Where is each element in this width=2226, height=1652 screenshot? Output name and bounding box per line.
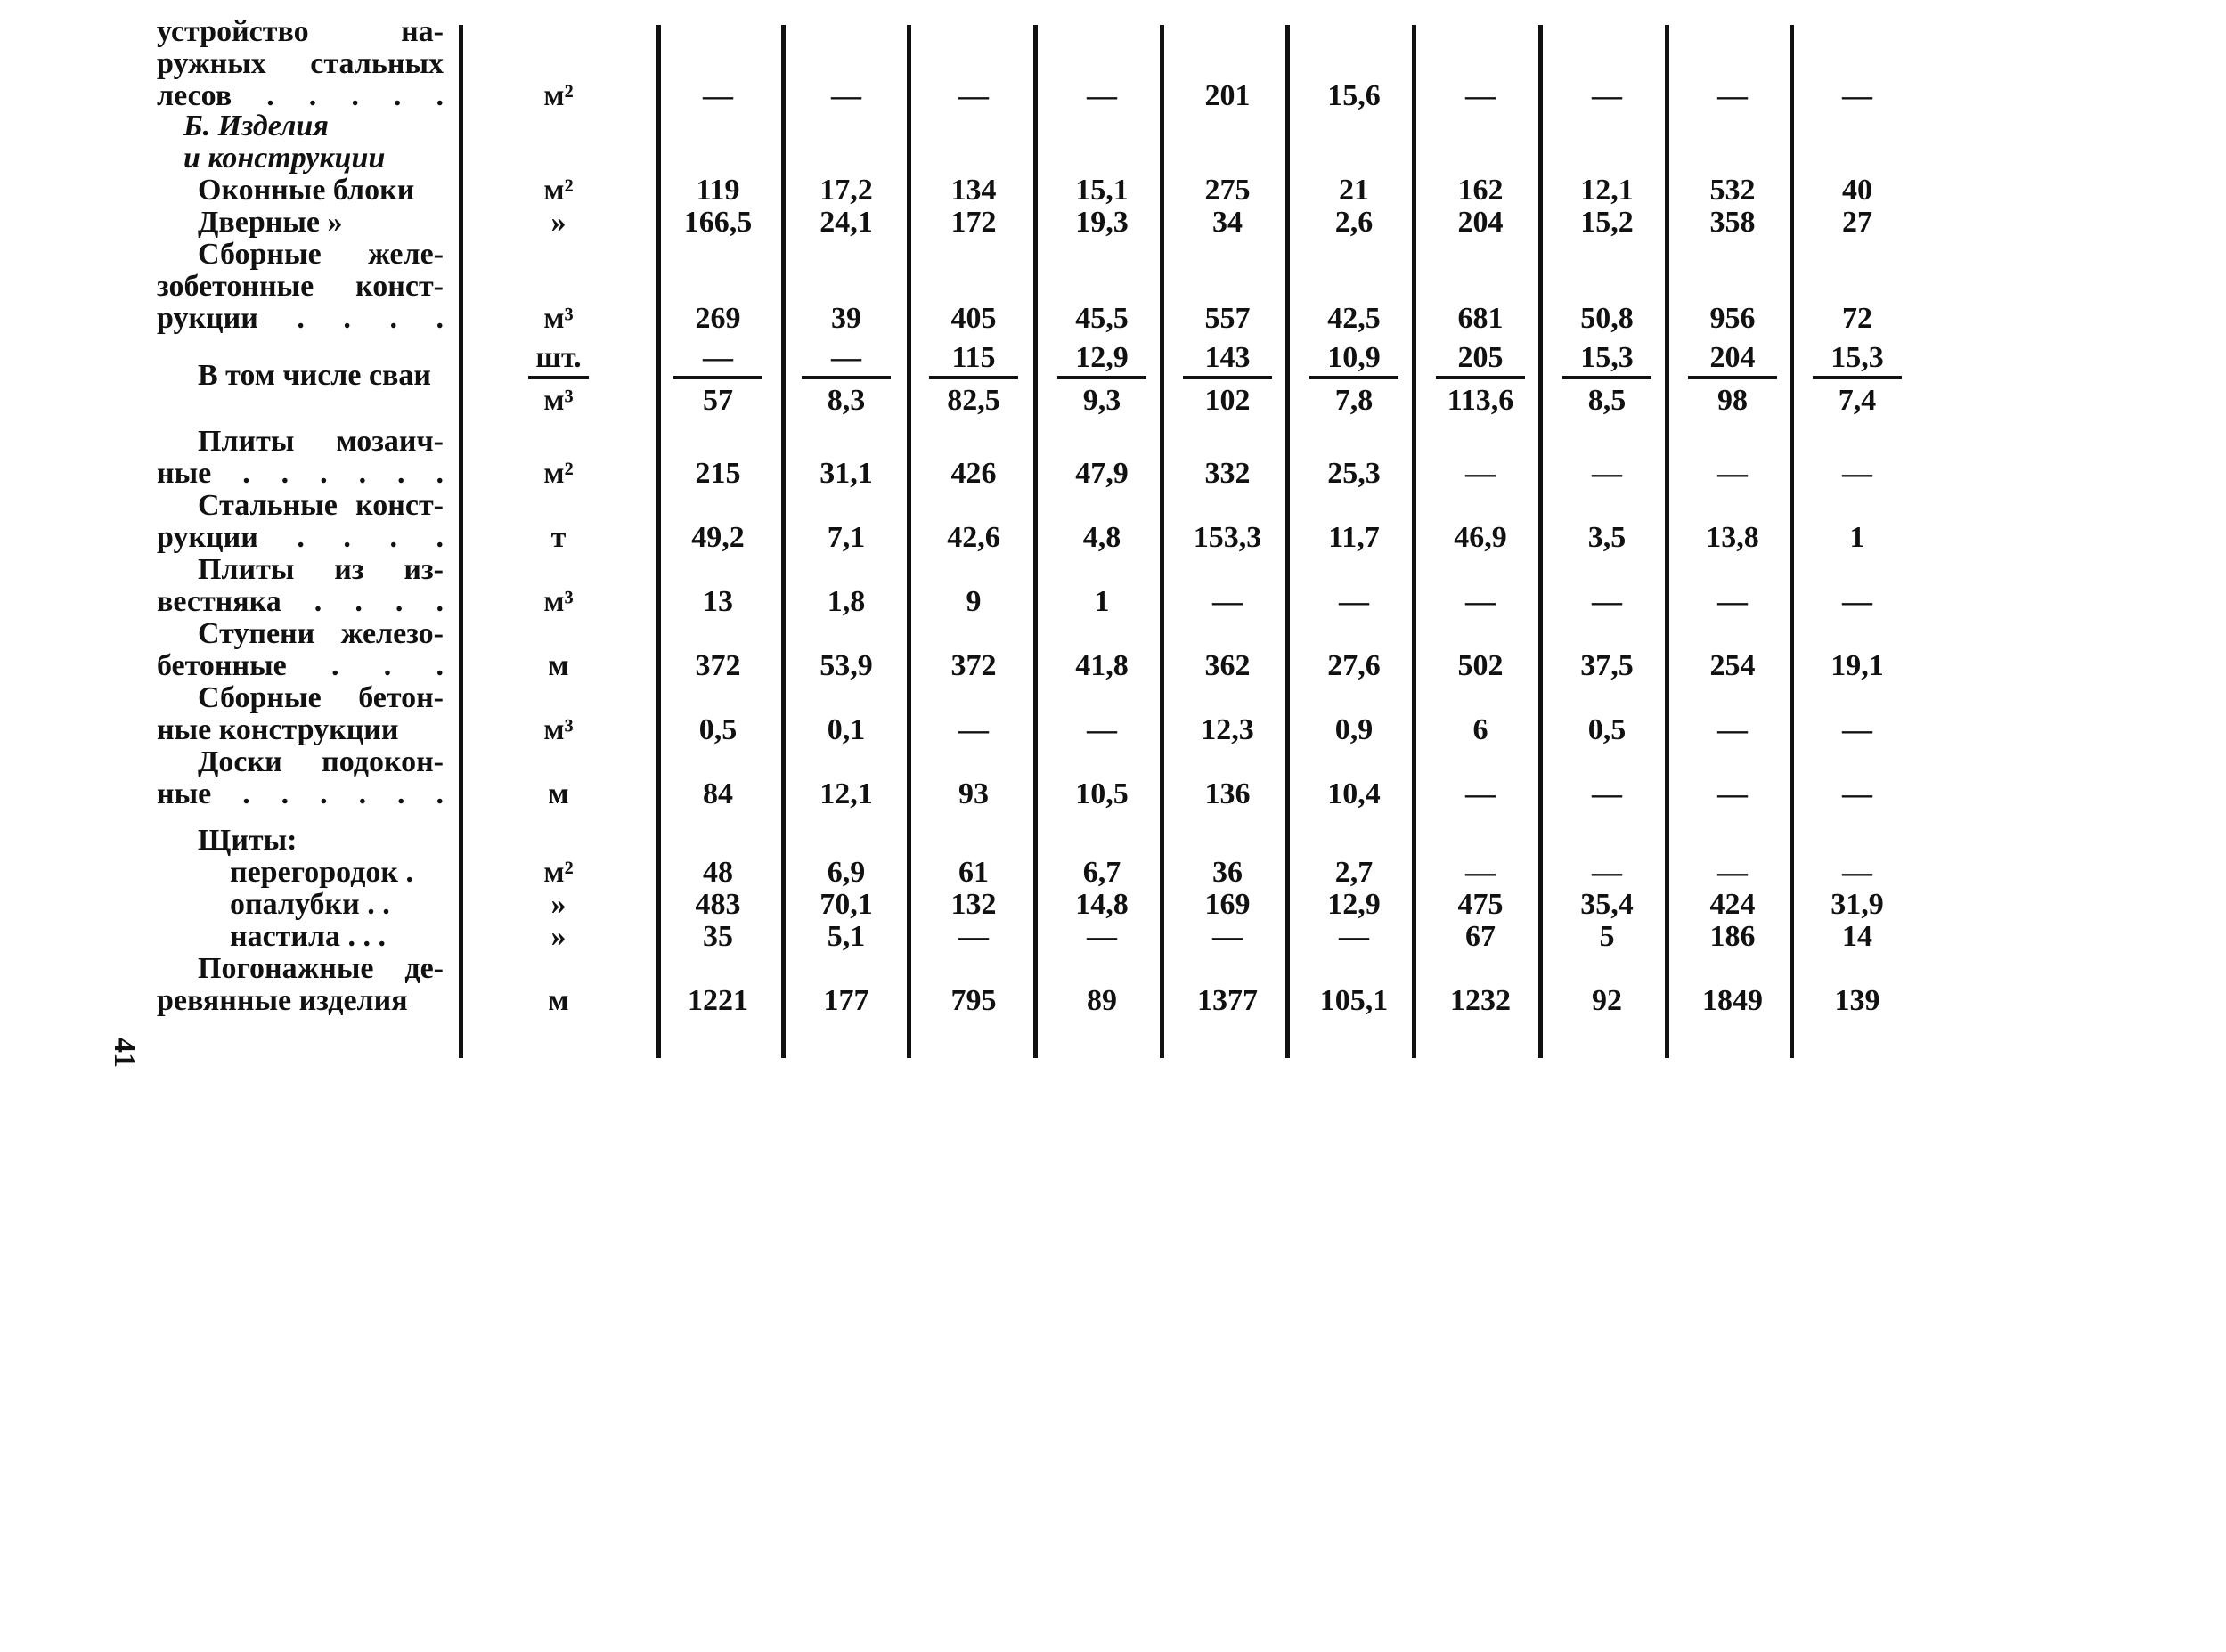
cell-value: 1849 — [1702, 984, 1763, 1017]
cell-value: — — [1592, 856, 1622, 889]
cell-value-top: 143 — [1204, 341, 1251, 374]
cell-value: — — [1465, 79, 1496, 112]
cell-value: 1 — [1849, 521, 1865, 554]
cell-value-bottom: 7,8 — [1334, 384, 1374, 417]
cell-value: — — [1717, 713, 1748, 746]
cell-value: 5 — [1599, 920, 1615, 953]
cell-value: 70,1 — [819, 888, 873, 921]
cell-value: 169 — [1204, 888, 1251, 921]
cell-value: — — [1842, 457, 1872, 490]
cell-value: — — [703, 79, 733, 112]
cell-value: — — [1717, 585, 1748, 618]
cell-value: — — [1717, 777, 1748, 810]
cell-value: 92 — [1592, 984, 1622, 1017]
cell-value-bottom: 8,3 — [827, 384, 866, 417]
cell-value: 0,9 — [1334, 713, 1374, 746]
unit-cell: м — [548, 984, 569, 1017]
unit-cell: м² — [543, 79, 574, 112]
cell-value: 6,7 — [1082, 856, 1121, 889]
cell-value: 139 — [1834, 984, 1880, 1017]
cell-value: 405 — [950, 302, 997, 335]
cell-value: — — [1465, 585, 1496, 618]
cell-value: 35,4 — [1580, 888, 1634, 921]
cell-value: 67 — [1465, 920, 1496, 953]
row-label-line: ружных стальных — [157, 47, 444, 80]
cell-value: 2,7 — [1334, 856, 1374, 889]
cell-value: 50,8 — [1580, 302, 1634, 335]
cell-value: 362 — [1204, 649, 1251, 682]
cell-value: 475 — [1457, 888, 1504, 921]
cell-value: 162 — [1457, 174, 1504, 207]
cell-value: 2,6 — [1334, 206, 1374, 239]
column-rule — [907, 25, 911, 1058]
cell-value: 48 — [703, 856, 733, 889]
unit-cell: м³ — [543, 585, 574, 618]
row-label-line: Сборные желе- — [198, 238, 444, 271]
row-label-line: настила . . . — [230, 920, 387, 953]
cell-value: 14,8 — [1075, 888, 1129, 921]
cell-value: 681 — [1457, 302, 1504, 335]
row-label-line: рукции . . . . — [157, 302, 444, 335]
cell-value: 426 — [950, 457, 997, 490]
cell-value-top: 15,3 — [1831, 341, 1884, 374]
row-label-line: Плиты мозаич- — [198, 425, 444, 458]
cell-value: 53,9 — [819, 649, 873, 682]
column-rule — [1538, 25, 1543, 1058]
cell-value: 42,6 — [947, 521, 1000, 554]
cell-value: 24,1 — [819, 206, 873, 239]
cell-value: 4,8 — [1082, 521, 1121, 554]
unit-cell: м² — [543, 174, 574, 207]
column-rule — [1412, 25, 1416, 1058]
row-label-line: Оконные блоки — [198, 174, 415, 207]
column-rule — [781, 25, 786, 1058]
cell-value: 49,2 — [691, 521, 745, 554]
cell-value: — — [958, 920, 989, 953]
cell-value: 172 — [950, 206, 997, 239]
row-label-line: Плиты из из- — [198, 553, 444, 586]
unit-top: шт. — [535, 341, 582, 374]
cell-value: 424 — [1709, 888, 1756, 921]
cell-value-top: 12,9 — [1075, 341, 1129, 374]
cell-value: — — [1592, 457, 1622, 490]
unit-cell: м² — [543, 856, 574, 889]
cell-value: — — [1339, 585, 1369, 618]
cell-value: 15,6 — [1327, 79, 1381, 112]
row-label-line: устройство на- — [157, 15, 444, 48]
cell-value: — — [1717, 856, 1748, 889]
fraction-line — [528, 376, 589, 379]
cell-value: 15,2 — [1580, 206, 1634, 239]
row-label-line: ные конструкции — [157, 713, 399, 746]
cell-value-bottom: 57 — [703, 384, 733, 417]
unit-cell: м — [548, 777, 569, 810]
cell-value: — — [831, 79, 861, 112]
cell-value: 119 — [696, 174, 740, 207]
cell-value: 10,4 — [1327, 777, 1381, 810]
unit-cell: м — [548, 649, 569, 682]
cell-value: — — [1842, 713, 1872, 746]
fraction-line — [1309, 376, 1398, 379]
cell-value: — — [958, 79, 989, 112]
cell-value: 15,1 — [1075, 174, 1129, 207]
cell-value: 1,8 — [827, 585, 866, 618]
cell-value: 84 — [703, 777, 733, 810]
unit-cell: м² — [543, 457, 574, 490]
cell-value: — — [1212, 585, 1243, 618]
fraction-line — [929, 376, 1018, 379]
cell-value: 502 — [1457, 649, 1504, 682]
cell-value: 13,8 — [1706, 521, 1759, 554]
column-rule — [1790, 25, 1794, 1058]
row-label-line: Сборные бетон- — [198, 681, 444, 714]
unit-cell: » — [550, 206, 567, 239]
cell-value: 1221 — [688, 984, 748, 1017]
cell-value: 31,9 — [1831, 888, 1884, 921]
cell-value-top: — — [831, 341, 861, 374]
cell-value-bottom: 82,5 — [947, 384, 1000, 417]
row-label-line: перегородок . — [230, 856, 413, 889]
cell-value: 0,1 — [827, 713, 866, 746]
row-label-line: ревянные изделия — [157, 984, 408, 1017]
column-rule — [459, 25, 463, 1058]
cell-value: 275 — [1204, 174, 1251, 207]
cell-value: 134 — [950, 174, 997, 207]
cell-value: 1 — [1094, 585, 1110, 618]
row-label-line: ные . . . . . . — [157, 457, 444, 490]
column-rule — [1285, 25, 1290, 1058]
cell-value: — — [1592, 777, 1622, 810]
cell-value-bottom: 8,5 — [1587, 384, 1627, 417]
cell-value: 21 — [1339, 174, 1369, 207]
cell-value-top: 15,3 — [1580, 341, 1634, 374]
fraction-line — [1057, 376, 1146, 379]
row-label-line: Доски подокон- — [198, 745, 444, 778]
row-label-line: ные . . . . . . — [157, 777, 444, 810]
cell-value: 956 — [1709, 302, 1756, 335]
cell-value-bottom: 9,3 — [1082, 384, 1121, 417]
cell-value-bottom: 113,6 — [1447, 384, 1514, 417]
cell-value: 332 — [1204, 457, 1251, 490]
cell-value: 186 — [1709, 920, 1756, 953]
cell-value: 45,5 — [1075, 302, 1129, 335]
cell-value: 254 — [1709, 649, 1756, 682]
cell-value: 27 — [1842, 206, 1872, 239]
row-label-line: Ступени железо- — [198, 617, 444, 650]
cell-value: — — [1842, 585, 1872, 618]
cell-value: 10,5 — [1075, 777, 1129, 810]
cell-value: 177 — [823, 984, 869, 1017]
cell-value: — — [1212, 920, 1243, 953]
cell-value: 204 — [1457, 206, 1504, 239]
cell-value: 1377 — [1197, 984, 1258, 1017]
row-label-line: зобетонные конст- — [157, 270, 444, 303]
cell-value-top: — — [703, 341, 733, 374]
cell-value: — — [1592, 585, 1622, 618]
cell-value-top: 205 — [1457, 341, 1504, 374]
cell-value-top: 115 — [951, 341, 996, 374]
cell-value-bottom: 102 — [1204, 384, 1251, 417]
cell-value: — — [1717, 79, 1748, 112]
cell-value: 9 — [966, 585, 982, 618]
cell-value: 532 — [1709, 174, 1756, 207]
column-rule — [1033, 25, 1038, 1058]
cell-value: 372 — [695, 649, 741, 682]
cell-value: 132 — [950, 888, 997, 921]
cell-value: — — [1842, 777, 1872, 810]
cell-value: 0,5 — [1587, 713, 1627, 746]
column-rule — [1665, 25, 1669, 1058]
cell-value: 557 — [1204, 302, 1251, 335]
cell-value: — — [1717, 457, 1748, 490]
cell-value-bottom: 98 — [1717, 384, 1748, 417]
cell-value: — — [1087, 79, 1117, 112]
cell-value: 46,9 — [1454, 521, 1507, 554]
fraction-line — [673, 376, 762, 379]
row-label-line: опалубки . . — [230, 888, 390, 921]
cell-value: — — [1592, 79, 1622, 112]
cell-value-top: 204 — [1709, 341, 1756, 374]
cell-value: 93 — [958, 777, 989, 810]
cell-value: 19,3 — [1075, 206, 1129, 239]
cell-value: 483 — [695, 888, 741, 921]
cell-value: 14 — [1842, 920, 1872, 953]
cell-value: 42,5 — [1327, 302, 1381, 335]
cell-value: 269 — [695, 302, 741, 335]
cell-value: 17,2 — [819, 174, 873, 207]
cell-value: — — [1465, 777, 1496, 810]
cell-value: 72 — [1842, 302, 1872, 335]
cell-value: 19,1 — [1831, 649, 1884, 682]
fraction-line — [1183, 376, 1272, 379]
row-label-line: вестняка . . . . — [157, 585, 444, 618]
cell-value: 36 — [1212, 856, 1243, 889]
cell-value: 89 — [1087, 984, 1117, 1017]
cell-value: 136 — [1204, 777, 1251, 810]
cell-value: 215 — [695, 457, 741, 490]
cell-value: — — [1465, 856, 1496, 889]
fraction-line — [1688, 376, 1777, 379]
row-label-line: Дверные » — [198, 206, 343, 239]
row-label-line: Погонажные де- — [198, 952, 444, 985]
cell-value-bottom: 7,4 — [1838, 384, 1877, 417]
fraction-line — [1562, 376, 1651, 379]
cell-value: — — [1087, 920, 1117, 953]
unit-cell: т — [550, 521, 567, 554]
cell-value: 6 — [1472, 713, 1488, 746]
cell-value: 166,5 — [683, 206, 753, 239]
row-label-line: Б. Изделия — [183, 110, 329, 142]
cell-value: 795 — [950, 984, 997, 1017]
unit-cell: м³ — [543, 713, 574, 746]
row-label-line: бетонные . . . — [157, 649, 444, 682]
fraction-line — [1436, 376, 1525, 379]
unit-cell: м³ — [543, 302, 574, 335]
row-label-line: рукции . . . . — [157, 521, 444, 554]
cell-value: 0,5 — [698, 713, 738, 746]
row-label-line: лесов . . . . . — [157, 79, 444, 112]
cell-value: 31,1 — [819, 457, 873, 490]
cell-value: 12,1 — [819, 777, 873, 810]
cell-value: 7,1 — [827, 521, 866, 554]
cell-value: 40 — [1842, 174, 1872, 207]
row-label-line: Щиты: — [198, 824, 298, 857]
column-rule — [1160, 25, 1164, 1058]
cell-value: 1232 — [1450, 984, 1511, 1017]
cell-value: 3,5 — [1587, 521, 1627, 554]
row-label-line: В том числе сваи — [198, 359, 432, 392]
fraction-line — [1813, 376, 1902, 379]
cell-value: 12,3 — [1201, 713, 1254, 746]
unit-bottom: м³ — [543, 384, 574, 417]
cell-value: 6,9 — [827, 856, 866, 889]
cell-value: 153,3 — [1193, 521, 1262, 554]
cell-value: — — [1842, 79, 1872, 112]
fraction-line — [802, 376, 891, 379]
cell-value: 105,1 — [1319, 984, 1389, 1017]
cell-value: 13 — [703, 585, 733, 618]
cell-value: 41,8 — [1075, 649, 1129, 682]
cell-value: 5,1 — [827, 920, 866, 953]
cell-value: 37,5 — [1580, 649, 1634, 682]
cell-value-top: 10,9 — [1327, 341, 1381, 374]
cell-value: 12,1 — [1580, 174, 1634, 207]
cell-value: 27,6 — [1327, 649, 1381, 682]
cell-value: 47,9 — [1075, 457, 1129, 490]
page-number: 41 — [108, 1038, 141, 1068]
cell-value: 61 — [958, 856, 989, 889]
cell-value: 358 — [1709, 206, 1756, 239]
unit-cell: » — [550, 888, 567, 921]
cell-value: 34 — [1212, 206, 1243, 239]
cell-value: 201 — [1204, 79, 1251, 112]
row-label-line: и конструкции — [183, 142, 386, 175]
column-rule — [656, 25, 661, 1058]
unit-cell: » — [550, 920, 567, 953]
cell-value: — — [1842, 856, 1872, 889]
row-label-line: Стальные конст- — [198, 489, 444, 522]
cell-value: — — [1087, 713, 1117, 746]
cell-value: 372 — [950, 649, 997, 682]
cell-value: 25,3 — [1327, 457, 1381, 490]
cell-value: — — [1339, 920, 1369, 953]
cell-value: — — [958, 713, 989, 746]
cell-value: 35 — [703, 920, 733, 953]
cell-value: — — [1465, 457, 1496, 490]
cell-value: 39 — [831, 302, 861, 335]
cell-value: 12,9 — [1327, 888, 1381, 921]
cell-value: 11,7 — [1328, 521, 1380, 554]
